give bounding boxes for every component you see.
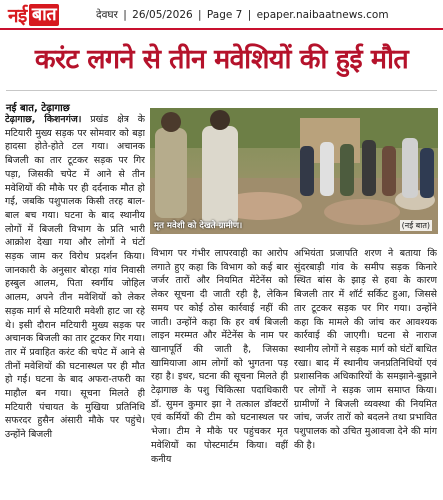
article-headline: करंट लगने से तीन मवेशियों की हुई मौत: [34, 44, 409, 75]
article-photo: [150, 108, 438, 234]
masthead: [0, 0, 443, 30]
photo-credit: (नई बात): [401, 221, 430, 230]
meta-separator: |: [198, 9, 202, 21]
column-3-text: अभियंता प्रजापति शरण ने बताया कि सुंदरबाड़ी गांव के समीप सड़क किनारे स्थित बांस के झाड़ से हवा के कारण बिजली तार में शॉर्ट सर्किट हुआ, जिससे तार टूटकर सड़क पर गिर गया। उन्होंने कहा कि मामले की जांच कर आवश्यक कार्रवाई की जाएगी। घटना से नाराज स्थानीय लोगों ने सड़क मार्ग को घंटों बाधित रखा। बाद में स्थानीय जनप्रतिनिधियों एवं प्रशासनिक अधिकारियों के समझाने-बुझाने पर लोगों ने सड़क जाम समाप्त किया। ग्रामीणों ने बिजली व्यवस्था की नियमित जांच, जर्जर तारों को बदलने तथा प्रभावित पशुपालक को उचित मुआवजा देने की मांग की है।: [294, 248, 437, 451]
page-number: Page 7: [206, 9, 243, 21]
headline-divider: [6, 90, 437, 91]
edition-city: देवघर: [96, 9, 118, 21]
photo-caption: मृत मवेशी को देखते ग्रामीण।: [154, 221, 243, 231]
newspaper-logo[interactable]: [8, 3, 59, 27]
edition-meta: [96, 8, 391, 22]
logo-box-text: बात: [29, 4, 59, 26]
article-column-1: [5, 113, 145, 500]
edition-date: 26/05/2026: [132, 9, 193, 21]
dateline: टेढ़ागाछ, किशनगंज।: [5, 114, 82, 125]
article-column-3: [294, 247, 437, 500]
column-2-text: विभाग पर गंभीर लापरवाही का आरोप लगाते हुए कहा कि विभाग को कई बार जर्जर तारों और नियमित मेंटेनेंस को लेकर सूचना दी जाती रही है, लेकिन समय पर कोई ठोस कार्रवाई नहीं की जाती। उन्होंने कहा कि हर वर्ष बिजली लाइन मरम्मत और मेंटेनेंस के नाम पर खानापूर्ति की जाती है, जिसका खामियाजा आम लोगों को भुगतना पड़ रहा है। इधर, घटना की सूचना मिलते ही टेढ़ागाछ के पशु चिकित्सा पदाधिकारी डॉ. सुमन कुमार झा ने तत्काल डॉक्टरों एवं कर्मियों की टीम को घटनास्थल पर भेजा। टीम ने मौके पर पहुंचकर मृत मवेशियों का पोस्टमार्टम किया। वहीं कनीय: [151, 248, 288, 465]
column-1-text: प्रखंड क्षेत्र के मटियारी मुख्य सड़क पर सोमवार को बड़ा हादसा होते-होते टल गया। अचानक बिजली का तार टूटकर सड़क पर गिर पड़ा, जिसकी चपेट में आने से तीन मवेशियों की मौके पर ही दर्दनाक मौत हो गई, जबकि पशुपालक किसी तरह बाल-बाल बच गया। घटना के बाद स्थानीय लोगों में बिजली विभाग के प्रति भारी आक्रोश देखा गया और लोगों ने घंटों सड़क जाम कर विरोध प्रदर्शन किया। जानकारी के अनुसार बोरहा गांव निवासी हस्बुल आलम, पिता स्वर्गीय जोहिल आलम, अपने तीन मवेशियों को लेकर सड़क मार्ग से मटियारी मवेशी हाट जा रहे थे। इसी दौरान मटियारी मुख्य सड़क पर अचानक बिजली का तार टूटकर गिर गया। तार में प्रवाहित करंट की चपेट में आने से तीनों मवेशियों की घटनास्थल पर ही मौत हो गई। घटना के बाद अफरा-तफरी का माहौल बन गया। सूचना मिलते ही मटियारी पंचायत के मुखिया प्रतिनिधि सफरदर हुसैन अंसारी मौके पर पहुंचे। उन्होंने बिजली: [5, 114, 145, 441]
photo-scene-image: [150, 108, 438, 234]
epaper-site-link[interactable]: epaper.naibaatnews.com: [256, 9, 389, 21]
article-column-2: [151, 247, 288, 500]
meta-separator: |: [247, 9, 252, 21]
logo-text: नई: [8, 5, 27, 27]
meta-separator: |: [123, 9, 127, 21]
article-byline: नई बात, टेढ़ागाछ: [6, 103, 70, 114]
